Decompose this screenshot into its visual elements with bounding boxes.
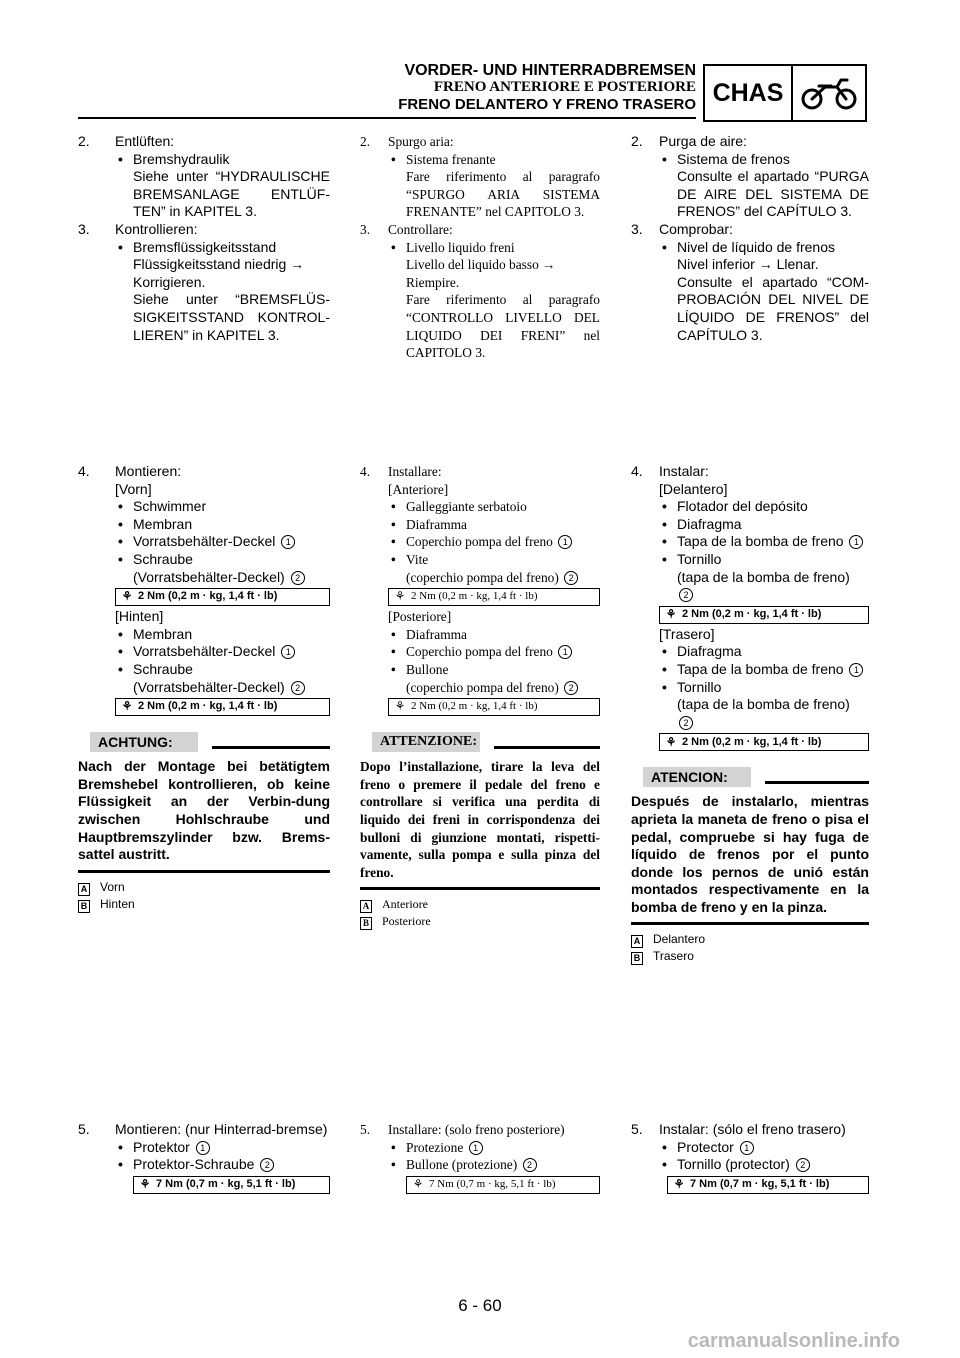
column-es-middle <box>631 463 869 965</box>
torque-value: 7 Nm (0,7 m · kg, 5,1 ft · lb) <box>429 1177 556 1190</box>
bullet-item: • Livello liquido freni <box>388 239 600 257</box>
callout-number: 1 <box>849 663 863 677</box>
caution-label: ATENCION: <box>643 767 751 787</box>
part-name: Tapa de la bomba de freno <box>677 660 844 677</box>
bullet-item: • Diafragma <box>659 516 869 534</box>
step-number: 2. <box>360 134 371 149</box>
step-text: Riempire. <box>406 274 460 290</box>
step-4-rear-de <box>78 608 330 696</box>
bullet-item: • Flotador del depósito <box>659 498 869 516</box>
step-number: 5. <box>631 1121 643 1137</box>
legend-key: A <box>360 900 372 913</box>
torque-spec <box>667 1176 869 1194</box>
legend-item <box>78 879 330 896</box>
callout-number: 1 <box>281 535 295 549</box>
bullet-item: • Nivel de líquido de frenos <box>659 239 869 257</box>
step-title: Entlüften: <box>115 133 175 149</box>
step-text: Fare riferimento al paragrafo “SPURGO ARIA SISTEMA FRENANTE” nel CAPITOLO 3. <box>406 169 600 220</box>
wrench-icon: ⚘ <box>121 589 133 604</box>
step-number: 4. <box>631 463 643 479</box>
step-2-de <box>78 133 330 221</box>
bullet-item: • Galleggiante serbatoio <box>388 498 600 516</box>
legend-label: Vorn <box>100 879 125 894</box>
step-title: Installare: (solo freno posteriore) <box>388 1122 565 1137</box>
wrench-icon: ⚘ <box>665 606 677 621</box>
part-name: Coperchio pompa del freno <box>406 644 553 660</box>
bullet-item <box>388 1156 600 1174</box>
header-title-es: FRENO DELANTERO Y FRENO TRASERO <box>398 96 696 113</box>
torque-spec <box>115 698 330 716</box>
column-de-middle <box>78 463 330 913</box>
divider <box>494 746 600 749</box>
header-title-it: FRENO ANTERIORE E POSTERIORE <box>433 79 696 95</box>
column-de-top <box>78 133 330 344</box>
caution-text: Nach der Montage bei betätigtem Bremshebel kontrollieren, ob keine Flüssigkeit an der Verbin-dung zwischen Hohlschraube und Hauptbremszylinder bzw. Brems-sattel austritt. <box>78 758 330 863</box>
section-badge <box>703 64 867 122</box>
bullet-item: • Sistema frenante <box>388 151 600 169</box>
wrench-icon: ⚘ <box>673 1176 685 1191</box>
callout-number: 1 <box>469 1141 483 1155</box>
step-3-it <box>360 221 600 362</box>
front-label: [Delantero] <box>659 480 728 497</box>
sub-text <box>388 679 600 697</box>
bullet-item <box>115 1156 330 1174</box>
bullet-item: • Vite <box>388 551 600 569</box>
column-it-top <box>360 133 600 362</box>
callout-number: 2 <box>564 571 578 585</box>
callout-number: 2 <box>523 1158 537 1172</box>
step-text: Korrigieren. <box>133 273 206 290</box>
part-name: Tapa de la bomba de freno <box>677 533 844 550</box>
torque-spec <box>659 606 869 624</box>
step-4-rear-it <box>360 608 600 696</box>
part-name: Vorratsbehälter-Deckel <box>133 643 276 660</box>
legend-label: Posteriore <box>382 914 431 929</box>
bullet-item <box>659 661 869 679</box>
torque-spec <box>388 588 600 606</box>
torque-value: 2 Nm (0,2 m · kg, 1,4 ft · lb) <box>411 590 538 603</box>
bullet-item: • Sistema de frenos <box>659 151 869 169</box>
bullet-item: • Schraube <box>115 661 330 679</box>
bullet-item: • Membran <box>115 516 330 534</box>
callout-number: 1 <box>740 1141 754 1155</box>
bullet-item: • Diaframma <box>388 516 600 534</box>
torque-spec <box>115 588 330 606</box>
legend <box>78 879 330 913</box>
caution-box <box>360 732 600 890</box>
part-name: Coperchio pompa del freno <box>406 534 553 550</box>
step-title: Instalar: (sólo el freno trasero) <box>659 1121 846 1137</box>
column-it-middle <box>360 463 600 930</box>
legend-item <box>78 896 330 913</box>
bullet-item <box>659 533 869 551</box>
part-name: (coperchio pompa del freno) <box>406 569 559 585</box>
sub-text <box>115 569 330 587</box>
legend <box>360 896 600 930</box>
callout-number: 2 <box>679 716 693 730</box>
legend-item <box>360 896 600 913</box>
step-4-it <box>360 463 600 586</box>
step-title: Instalar: <box>659 463 709 479</box>
step-text: Flüssigkeitsstand niedrig → <box>133 256 305 273</box>
step-title: Montieren: (nur Hinterrad-bremse) <box>115 1121 328 1137</box>
step-3-de <box>78 221 330 344</box>
legend <box>631 931 869 965</box>
bullet-item: • Bremshydraulik <box>115 151 330 169</box>
callout-number: 2 <box>260 1158 274 1172</box>
bullet-item: • Bremsflüssigkeitsstand <box>115 239 330 257</box>
caution-label: ACHTUNG: <box>90 732 198 752</box>
bullet-item <box>388 1139 600 1157</box>
step-number: 3. <box>360 221 371 237</box>
header-title-de: VORDER- UND HINTERRADBREMSEN <box>404 62 696 79</box>
callout-number: 1 <box>558 645 572 659</box>
section-badge-label: CHAS <box>705 66 793 120</box>
divider <box>212 746 330 749</box>
bullet-item: • Tornillo <box>659 679 869 697</box>
part-name: Protezione <box>406 1139 464 1155</box>
sub-text <box>659 569 869 604</box>
step-title: Purga de aire: <box>659 133 747 149</box>
torque-value: 7 Nm (0,7 m · kg, 5,1 ft · lb) <box>156 1177 296 1190</box>
page-header <box>398 62 696 113</box>
step-4-de <box>78 463 330 586</box>
bullet-item: • Membran <box>115 626 330 644</box>
part-name: Bullone (protezione) <box>406 1157 518 1173</box>
step-5-de <box>78 1121 330 1174</box>
step-title: Installare: <box>388 464 442 479</box>
legend-label: Hinten <box>100 896 135 911</box>
caution-text: Después de instalarlo, mientras aprieta la maneta de freno o pisa el pedal, compruebe si hay fuga de líquido de frenos por el punto donde los pernos de unió están montados respectivamente en la bomba de freno y en la pinza. <box>631 793 869 915</box>
rear-label: [Hinten] <box>115 608 164 625</box>
callout-number: 2 <box>679 588 693 602</box>
torque-spec <box>133 1176 330 1194</box>
part-name: (Vorratsbehälter-Deckel) <box>133 568 285 585</box>
column-es-top <box>631 133 869 344</box>
step-number: 3. <box>631 220 643 237</box>
wrench-icon: ⚘ <box>394 699 406 714</box>
step-2-it <box>360 133 600 221</box>
step-3-es <box>631 221 869 344</box>
step-number: 2. <box>78 133 90 149</box>
legend-key: A <box>78 883 90 896</box>
step-title: Spurgo aria: <box>388 134 454 149</box>
legend-label: Anteriore <box>382 897 428 912</box>
step-5-es <box>631 1121 869 1174</box>
front-label: [Anteriore] <box>388 481 449 497</box>
legend-label: Trasero <box>653 949 694 964</box>
step-title: Comprobar: <box>659 220 733 237</box>
step-number: 5. <box>360 1122 371 1137</box>
bullet-item: • Tornillo <box>659 551 869 569</box>
page-number: 6 - 60 <box>458 1296 502 1315</box>
bullet-item: • Diaframma <box>388 626 600 644</box>
divider <box>765 781 869 784</box>
callout-number: 2 <box>796 1158 810 1172</box>
caution-label: ATTENZIONE: <box>372 732 480 752</box>
bullet-item <box>659 1139 869 1157</box>
header-rule <box>78 117 696 119</box>
sub-text <box>388 569 600 587</box>
sub-text <box>659 696 869 731</box>
part-name: (tapa de la bomba de freno) <box>677 568 850 585</box>
column-de-bottom <box>78 1121 330 1196</box>
step-4-es <box>631 463 869 604</box>
legend-item <box>631 948 869 965</box>
legend-item <box>631 931 869 948</box>
column-es-bottom <box>631 1121 869 1196</box>
step-4-rear-es <box>631 626 869 732</box>
part-name: Protektor <box>133 1138 190 1155</box>
step-text: Consulte el apartado “COM-PROBACIÓN DEL NIVEL DE LÍQUIDO DE FRENOS” del CAPÍTULO 3. <box>677 273 869 343</box>
rear-label: [Trasero] <box>659 625 715 642</box>
wrench-icon: ⚘ <box>665 734 677 749</box>
part-name: Protector <box>677 1138 734 1155</box>
front-label: [Vorn] <box>115 480 152 497</box>
step-2-es <box>631 133 869 221</box>
part-name: Tornillo (protector) <box>677 1156 790 1173</box>
step-number: 4. <box>360 464 371 479</box>
bullet-item <box>115 643 330 661</box>
legend-label: Delantero <box>653 932 706 947</box>
part-name: Protektor-Schraube <box>133 1156 255 1173</box>
wrench-icon: ⚘ <box>412 1176 424 1191</box>
torque-value: 2 Nm (0,2 m · kg, 1,4 ft · lb) <box>682 607 822 620</box>
callout-number: 1 <box>558 535 572 549</box>
wrench-icon: ⚘ <box>139 1176 151 1191</box>
torque-value: 2 Nm (0,2 m · kg, 1,4 ft · lb) <box>138 700 278 713</box>
step-number: 5. <box>78 1121 90 1137</box>
torque-value: 2 Nm (0,2 m · kg, 1,4 ft · lb) <box>411 700 538 713</box>
torque-value: 2 Nm (0,2 m · kg, 1,4 ft · lb) <box>682 735 822 748</box>
step-text: Siehe unter “BREMSFLÜS-SIGKEITSSTAND KONTROL-LIEREN” in KAPITEL 3. <box>133 291 330 343</box>
step-title: Kontrollieren: <box>115 220 198 237</box>
part-name: (coperchio pompa del freno) <box>406 679 559 695</box>
divider <box>78 870 330 873</box>
part-name: (tapa de la bomba de freno) <box>677 696 850 713</box>
wrench-icon: ⚘ <box>394 589 406 604</box>
step-number: 3. <box>78 220 90 237</box>
step-text: Siehe unter “HYDRAULISCHE BREMSANLAGE ENTLÜF-TEN” in KAPITEL 3. <box>133 168 330 220</box>
callout-number: 1 <box>281 645 295 659</box>
caution-box <box>78 732 330 873</box>
part-name: (Vorratsbehälter-Deckel) <box>133 678 285 695</box>
motorcycle-icon <box>793 66 865 120</box>
legend-item <box>360 913 600 930</box>
divider <box>631 922 869 925</box>
step-text: Consulte el apartado “PURGA DE AIRE DEL SISTEMA DE FRENOS” del CAPÍTULO 3. <box>677 168 869 220</box>
step-title: Montieren: <box>115 463 182 479</box>
step-text: Livello del liquido basso → <box>406 257 556 273</box>
legend-key: A <box>631 935 643 948</box>
bullet-item <box>659 1156 869 1174</box>
callout-number: 1 <box>849 535 863 549</box>
callout-number: 1 <box>196 1141 210 1155</box>
bullet-item: • Schwimmer <box>115 498 330 516</box>
step-text: Fare riferimento al paragrafo “CONTROLLO LIVELLO DEL LIQUIDO DEI FRENI” nel CAPITOLO 3. <box>406 292 600 361</box>
bullet-item <box>115 1139 330 1157</box>
torque-value: 7 Nm (0,7 m · kg, 5,1 ft · lb) <box>690 1177 830 1190</box>
bullet-item <box>388 533 600 551</box>
torque-spec <box>406 1176 600 1194</box>
step-number: 2. <box>631 133 643 149</box>
part-name: Vorratsbehälter-Deckel <box>133 533 276 550</box>
torque-spec <box>388 698 600 716</box>
legend-key: B <box>78 900 90 913</box>
legend-key: B <box>631 952 643 965</box>
torque-value: 2 Nm (0,2 m · kg, 1,4 ft · lb) <box>138 590 278 603</box>
bullet-item: • Bullone <box>388 661 600 679</box>
bullet-item <box>115 533 330 551</box>
wrench-icon: ⚘ <box>121 699 133 714</box>
step-title: Controllare: <box>388 221 453 237</box>
callout-number: 2 <box>291 571 305 585</box>
bullet-item <box>388 643 600 661</box>
bullet-item: • Schraube <box>115 551 330 569</box>
legend-key: B <box>360 917 372 930</box>
caution-text: Dopo l’installazione, tirare la leva del freno o premere il pedale del freno e controllare si verifica una perdita di liquido dei freni in corrispondenza dei bulloni di giunzione montati, rispetti-vamente, sulla pompa e sulla pinza del freno. <box>360 759 600 880</box>
column-it-bottom <box>360 1121 600 1196</box>
watermark: carmanualsonline.info <box>687 1330 900 1352</box>
rear-label: [Posteriore] <box>388 609 452 625</box>
bullet-item: • Diafragma <box>659 643 869 661</box>
callout-number: 2 <box>291 681 305 695</box>
step-5-it <box>360 1121 600 1174</box>
torque-spec <box>659 733 869 751</box>
step-number: 4. <box>78 463 90 479</box>
caution-box <box>631 767 869 925</box>
sub-text <box>115 679 330 697</box>
divider <box>360 887 600 890</box>
step-text: Nivel inferior → Llenar. <box>677 256 819 273</box>
callout-number: 2 <box>564 681 578 695</box>
